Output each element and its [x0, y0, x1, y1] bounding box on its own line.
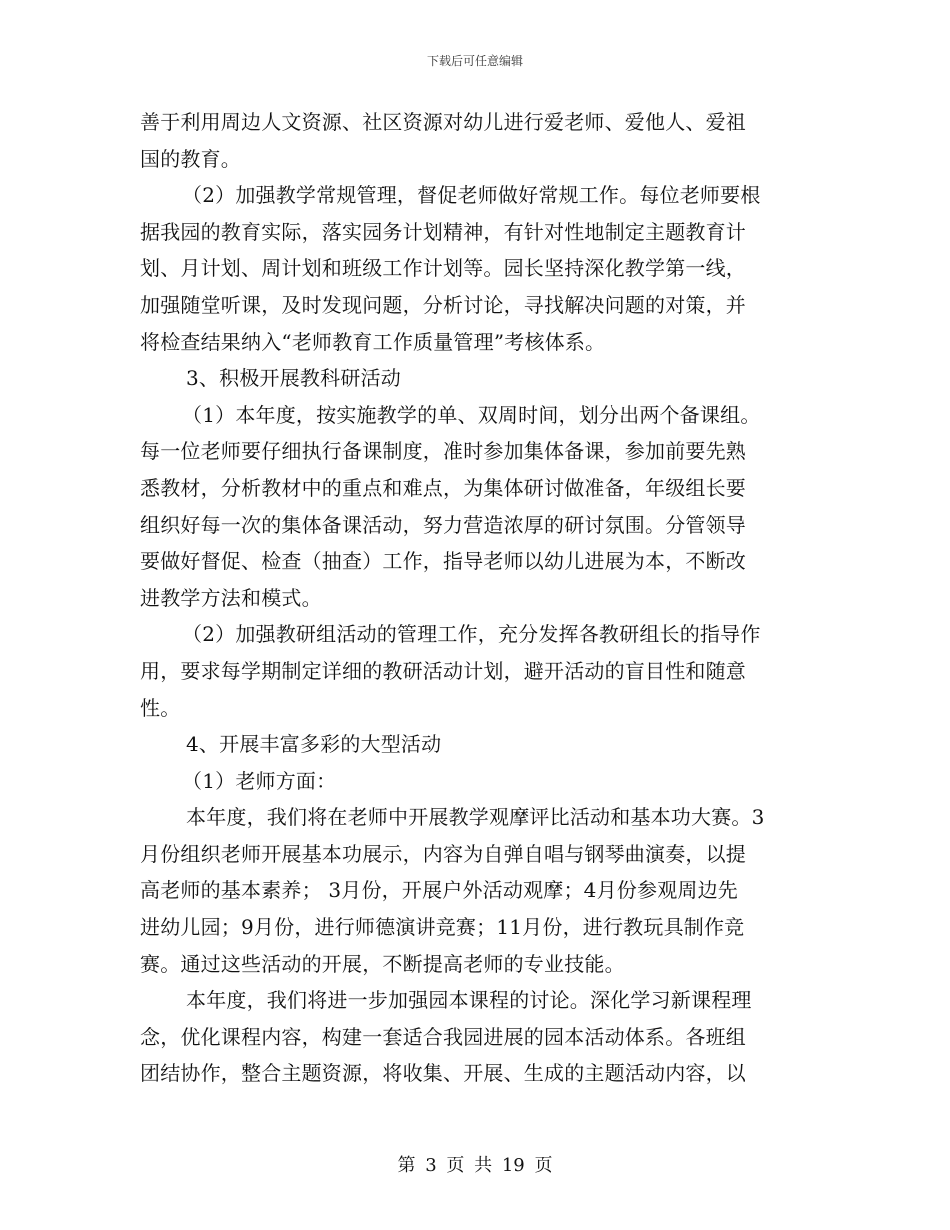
- text-line: （1）老师方面：: [182, 768, 337, 793]
- text-line: 进幼儿园；9月份，进行师德演讲竞赛；11月份，进行教玩具制作竞: [140, 915, 745, 940]
- text-line: 组织好每一次的集体备课活动，努力营造浓厚的研讨氛围。分管领导: [140, 512, 746, 537]
- text-line: 高老师的基本素养； 3月份，开展户外活动观摩；4月份参观周边先: [140, 878, 739, 903]
- text-line: 性。: [140, 695, 181, 720]
- text-line: 本年度，我们将进一步加强园本课程的讨论。深化学习新课程理: [186, 988, 752, 1013]
- text-line: 每一位老师要仔细执行备课制度，准时参加集体备课，参加前要先熟: [140, 439, 746, 464]
- text-line: 用，要求每学期制定详细的教研活动计划，避开活动的盲目性和随意: [140, 658, 746, 683]
- text-line: 悉教材，分析教材中的重点和难点，为集体研讨做准备，年级组长要: [140, 475, 746, 500]
- text-line: 进教学方法和模式。: [140, 585, 322, 610]
- text-line: 月份组织老师开展基本功展示，内容为自弹自唱与钢琴曲演奏，以提: [140, 841, 746, 866]
- text-line: （1）本年度，按实施教学的单、双周时间，划分出两个备课组。: [182, 402, 761, 427]
- text-line: 善于利用周边人文资源、社区资源对幼儿进行爱老师、爱他人、爱祖: [140, 110, 746, 134]
- text-line: （2）加强教研组活动的管理工作，充分发挥各教研组长的指导作: [182, 622, 761, 647]
- text-line: 念，优化课程内容，构建一套适合我园进展的园本活动体系。各班组: [140, 1024, 746, 1049]
- text-line: 据我园的教育实际，落实园务计划精神，有针对性地制定主题教育计: [140, 219, 746, 244]
- text-line: 赛。通过这些活动的开展，不断提高老师的专业技能。: [140, 951, 625, 976]
- text-line: 本年度，我们将在老师中开展教学观摩评比活动和基本功大赛。3: [186, 805, 765, 830]
- text-line: （2）加强教学常规管理，督促老师做好常规工作。每位老师要根: [182, 183, 761, 208]
- text-line: 将检查结果纳入“老师教育工作质量管理”考核体系。: [140, 329, 606, 354]
- text-line: 4、开展丰富多彩的大型活动: [186, 732, 442, 757]
- text-line: 要做好督促、检查（抽查）工作，指导老师以幼儿进展为本，不断改: [140, 549, 746, 574]
- text-line: 划、月计划、周计划和班级工作计划等。园长坚持深化教学第一线，: [140, 256, 746, 281]
- text-line: 国的教育。: [140, 146, 241, 171]
- page-header: 下载后可任意编辑: [426, 54, 523, 68]
- document-body: [140, 104, 820, 1092]
- page-number-footer: 第 3 页 共 19 页: [397, 1155, 553, 1176]
- text-line: 3、积极开展教科研活动: [186, 366, 401, 391]
- text-line: 团结协作，整合主题资源，将收集、开展、生成的主题活动内容，以: [140, 1061, 746, 1086]
- text-line: 加强随堂听课，及时发现问题，分析讨论，寻找解决问题的对策，并: [140, 292, 746, 317]
